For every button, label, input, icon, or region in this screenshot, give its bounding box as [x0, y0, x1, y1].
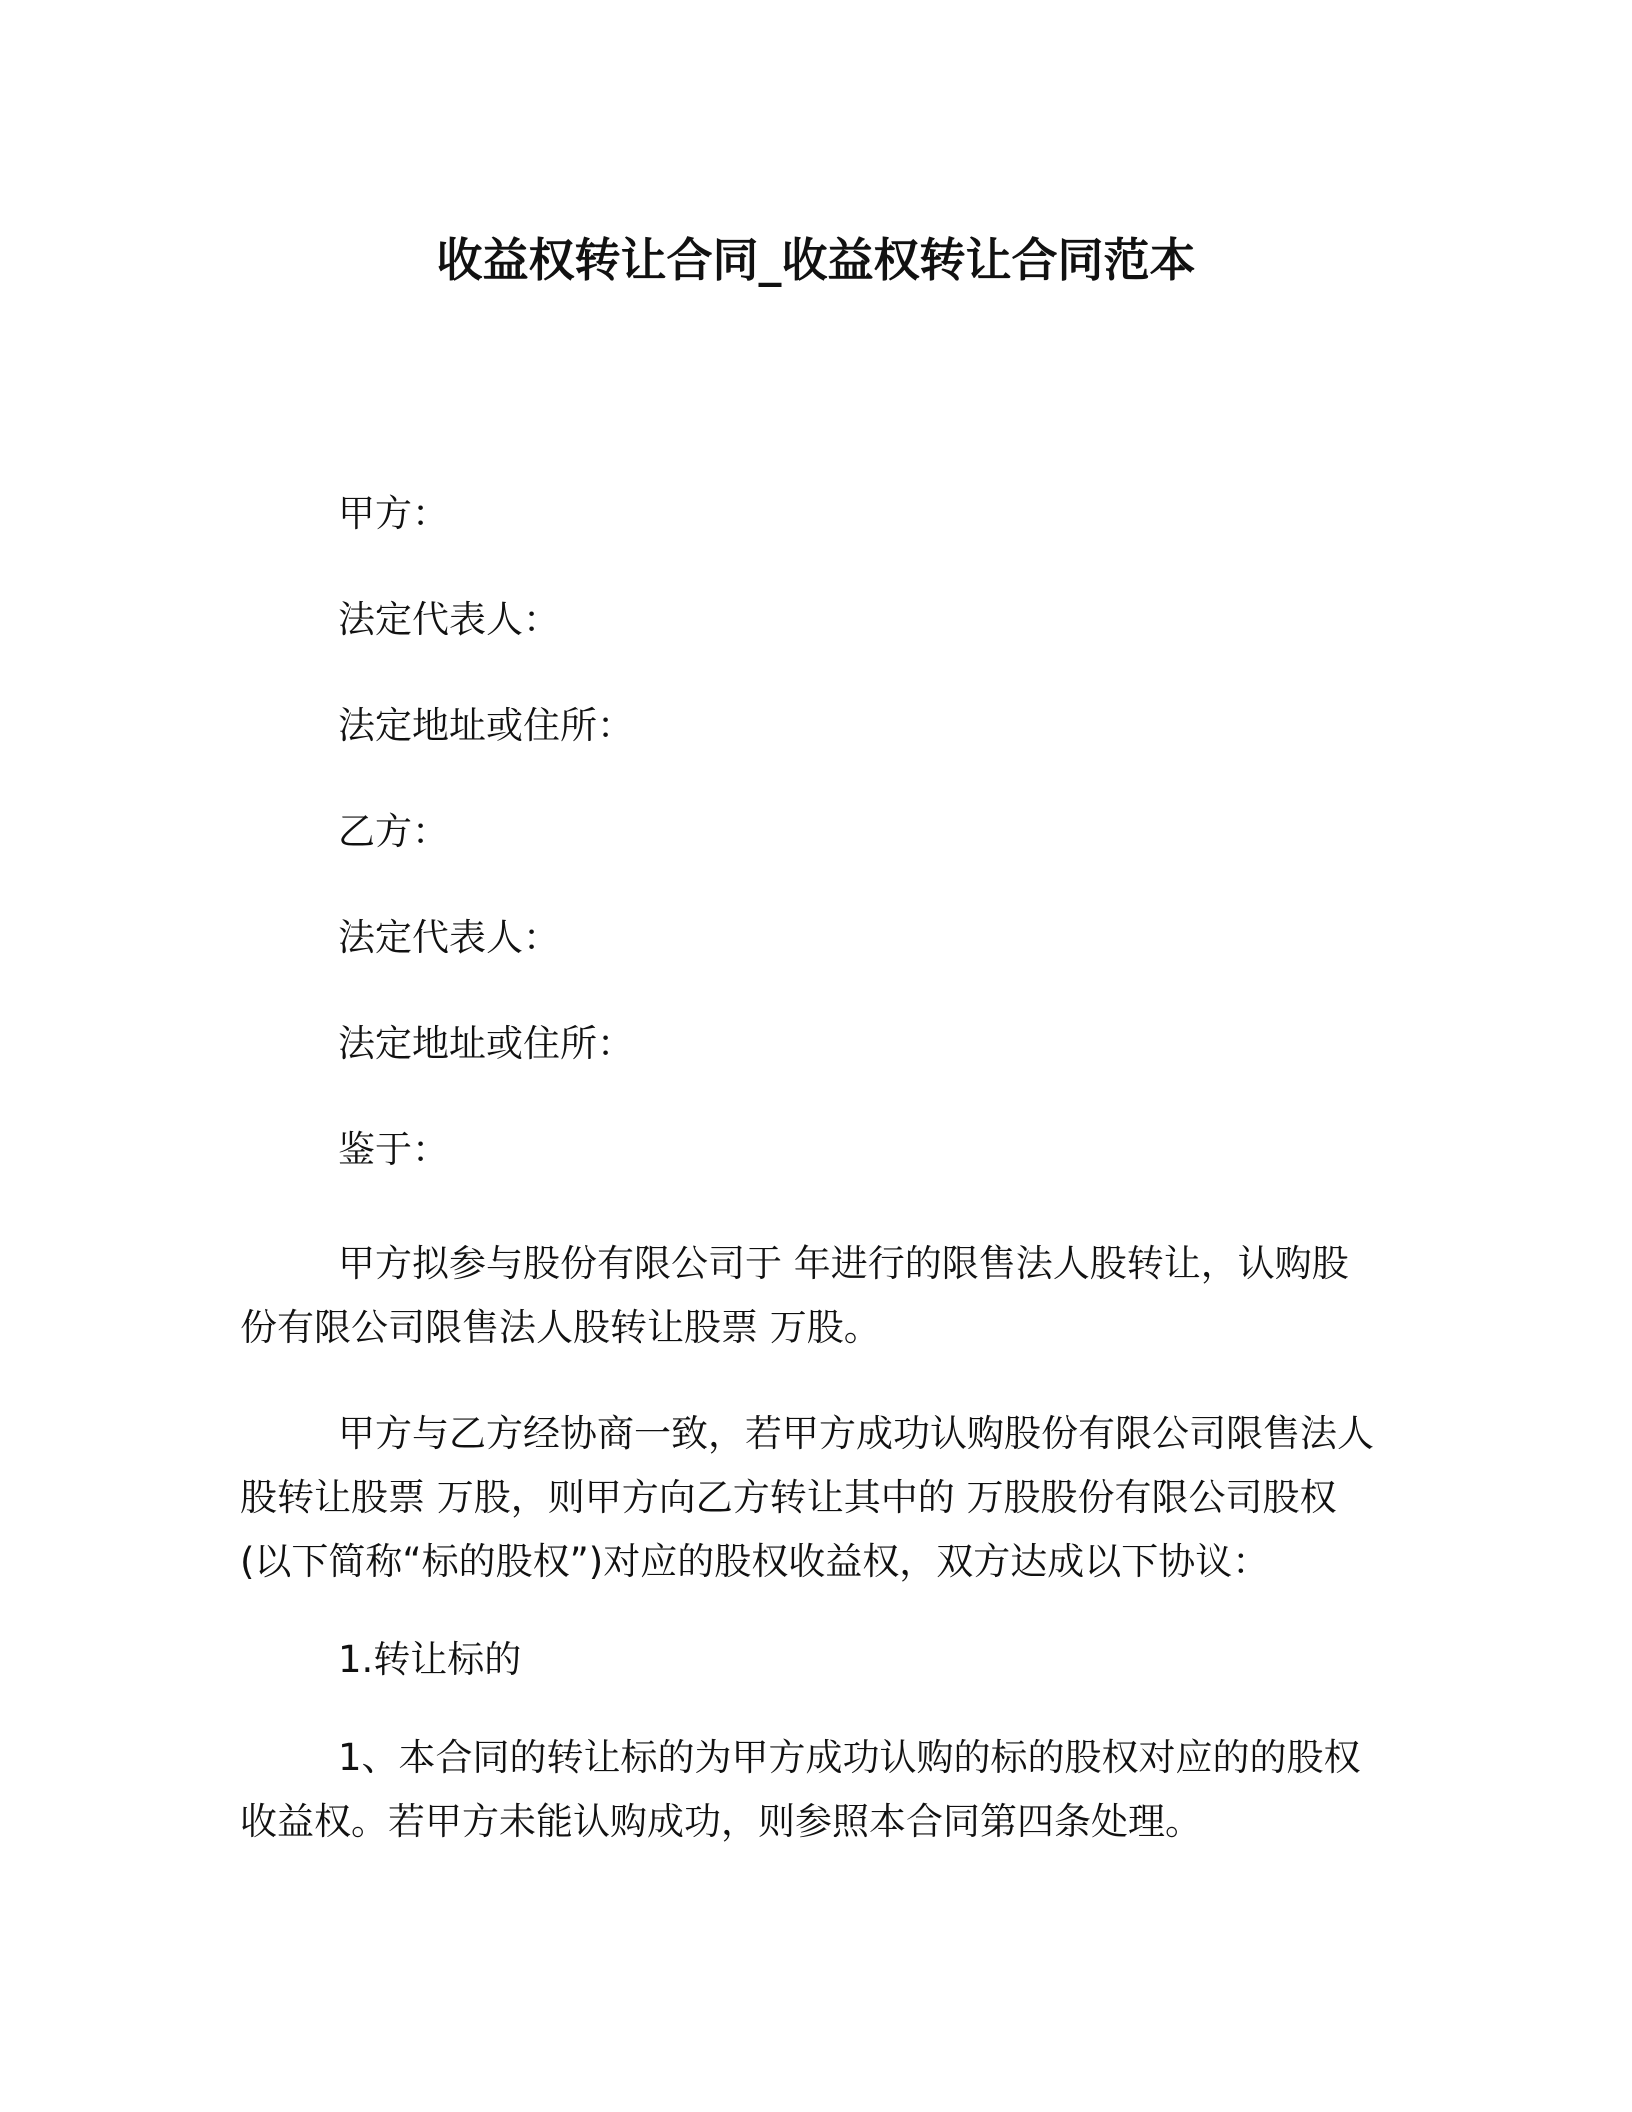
party-a-address-label: 法定地址或住所： [338, 704, 634, 747]
document-body [240, 490, 1380, 1896]
clause-1-paragraph: 1、本合同的转让标的为甲方成功认购的标的股权对应的的股权收益权。若甲方未能认购成功，则参照本合同第四条处理。 [240, 1736, 1361, 1843]
whereas-label: 鉴于： [338, 1128, 449, 1171]
recital-paragraph-1: 甲方拟参与股份有限公司于 年进行的限售法人股转让，认购股份有限公司限售法人股转让股票 万股。 [240, 1242, 1349, 1349]
party-a-representative-label: 法定代表人： [338, 598, 560, 641]
party-b-representative-label: 法定代表人： [338, 916, 560, 959]
party-b-label: 乙方： [338, 810, 449, 853]
recital-paragraph-2: 甲方与乙方经协商一致，若甲方成功认购股份有限公司限售法人股转让股票 万股，则甲方向乙方转让其中的 万股股份有限公司股权(以下简称“标的股权”)对应的股权收益权，双方达成以下协议： [240, 1412, 1374, 1583]
party-a-label: 甲方： [338, 492, 449, 535]
document-title: 收益权转让合同_收益权转让合同范本 [436, 233, 1196, 287]
section-heading-transfer-subject: 1.转让标的 [338, 1638, 522, 1681]
party-b-address-label: 法定地址或住所： [338, 1022, 634, 1065]
